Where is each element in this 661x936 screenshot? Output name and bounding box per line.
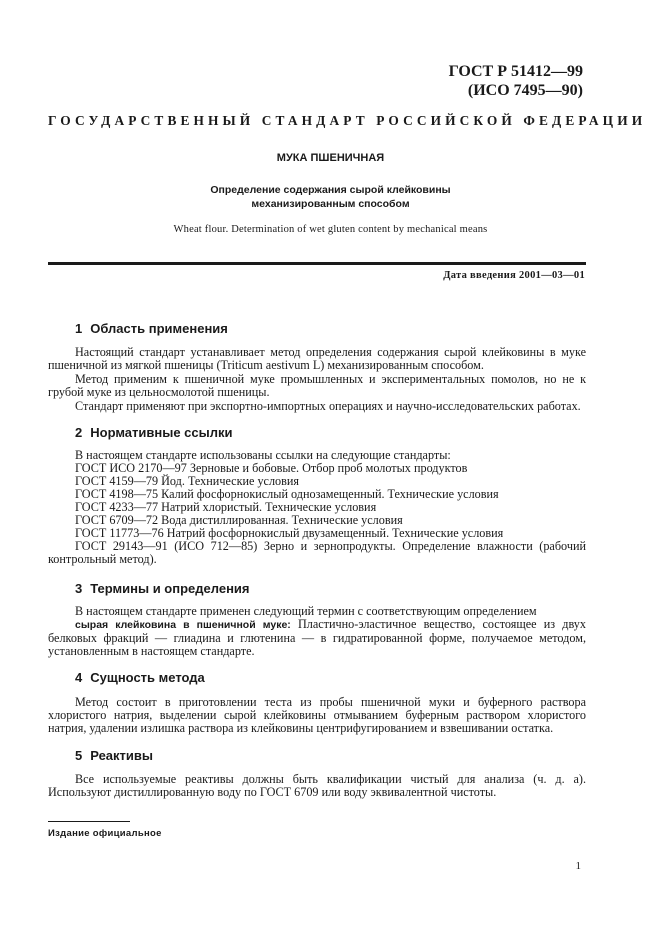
reference-item: ГОСТ 4159—79 Йод. Технические условия	[75, 474, 300, 488]
english-title: Wheat flour. Determination of wet gluten content by mechanical means	[173, 224, 488, 235]
section-title: Термины и определения	[90, 581, 250, 596]
state-standard-title: ГОСУДАРСТВЕННЫЙ СТАНДАРТ РОССИЙСКОЙ ФЕДЕРАЦИИ	[48, 113, 647, 128]
term-definition	[48, 618, 586, 659]
definition-text: Пластично-эластичное вещество, состоящее из двух белковых фракций — глиадина и глютенина — в гидратированной форме, получаемое методом, установленным в настоящем стандарте.	[48, 617, 586, 659]
section-3-intro: В настоящем стандарте применен следующий термин с соответствующим определением	[75, 604, 537, 618]
section-1-paragraph-3: Стандарт применяют при экспортно-импортных операциях и научно-исследовательских работах.	[75, 399, 581, 413]
header-divider	[48, 262, 586, 265]
section-4-paragraph: Метод состоит в приготовлении теста из пробы пшеничной муки и буферного раствора хлористого натрия, выделении сырой клейковины отмыванием буферным раствором хлористого натрия, удалении излишка раствора из клейковины центрифугированием и взвешивании остатка.	[48, 695, 586, 736]
section-4-heading	[75, 670, 205, 685]
introduction-date: Дата введения 2001—03—01	[443, 270, 585, 281]
section-number: 1	[75, 321, 83, 336]
section-1-paragraph-2: Метод применим к пшеничной муке промышленных и экспериментальных помолов, но не к грубой муке из цельносмолотой пшеницы.	[48, 372, 586, 400]
section-number: 5	[75, 748, 83, 763]
section-5-paragraph: Все используемые реактивы должны быть квалификации чистый для анализа (ч. д. а). Используют дистиллированную воду по ГОСТ 6709 или воду эквивалентной чистоты.	[48, 772, 586, 800]
section-number: 2	[75, 425, 83, 440]
reference-item: ГОСТ 4198—75 Калий фосфорнокислый однозамещенный. Технические условия	[75, 487, 499, 501]
section-title: Нормативные ссылки	[90, 425, 233, 440]
reference-item: ГОСТ 11773—76 Натрий фосфорнокислый двузамещенный. Технические условия	[75, 526, 504, 540]
section-2-heading	[75, 425, 232, 440]
section-3-heading	[75, 581, 250, 596]
section-number: 3	[75, 581, 83, 596]
page-number: 1	[575, 860, 581, 872]
section-title: Область применения	[90, 321, 228, 336]
gost-number: ГОСТ Р 51412—99	[448, 63, 583, 80]
section-1-paragraph-1: Настоящий стандарт устанавливает метод определения содержания сырой клейковины в муке пшеничной из мягкой пшеницы (Triticum aestivum L) механизированным способом.	[48, 345, 586, 373]
section-title: Сущность метода	[90, 670, 205, 685]
footer-divider	[48, 821, 130, 822]
section-number: 4	[75, 670, 83, 685]
section-5-heading	[75, 748, 153, 763]
reference-item: ГОСТ 6709—72 Вода дистиллированная. Технические условия	[75, 513, 403, 527]
subtitle-line-1: Определение содержания сырой клейковины	[210, 184, 451, 196]
document-subtitle	[0, 183, 661, 211]
section-2-intro: В настоящем стандарте использованы ссылки на следующие стандарты:	[75, 448, 451, 462]
section-title: Реактивы	[90, 748, 153, 763]
document-title: МУКА ПШЕНИЧНАЯ	[276, 152, 385, 164]
official-edition-label: Издание официальное	[48, 828, 162, 839]
iso-number: (ИСО 7495—90)	[467, 82, 583, 99]
reference-item-last: ГОСТ 29143—91 (ИСО 712—85) Зерно и зернопродукты. Определение влажности (рабочий контрольный метод).	[48, 539, 586, 567]
section-1-heading	[75, 321, 228, 336]
reference-item: ГОСТ ИСО 2170—97 Зерновые и бобовые. Отбор проб молотых продуктов	[75, 461, 468, 475]
reference-item: ГОСТ 4233—77 Натрий хлористый. Технические условия	[75, 500, 377, 514]
term: сырая клейковина в пшеничной муке:	[75, 619, 291, 631]
subtitle-line-2: механизированным способом	[251, 198, 410, 210]
standard-code	[449, 62, 583, 100]
